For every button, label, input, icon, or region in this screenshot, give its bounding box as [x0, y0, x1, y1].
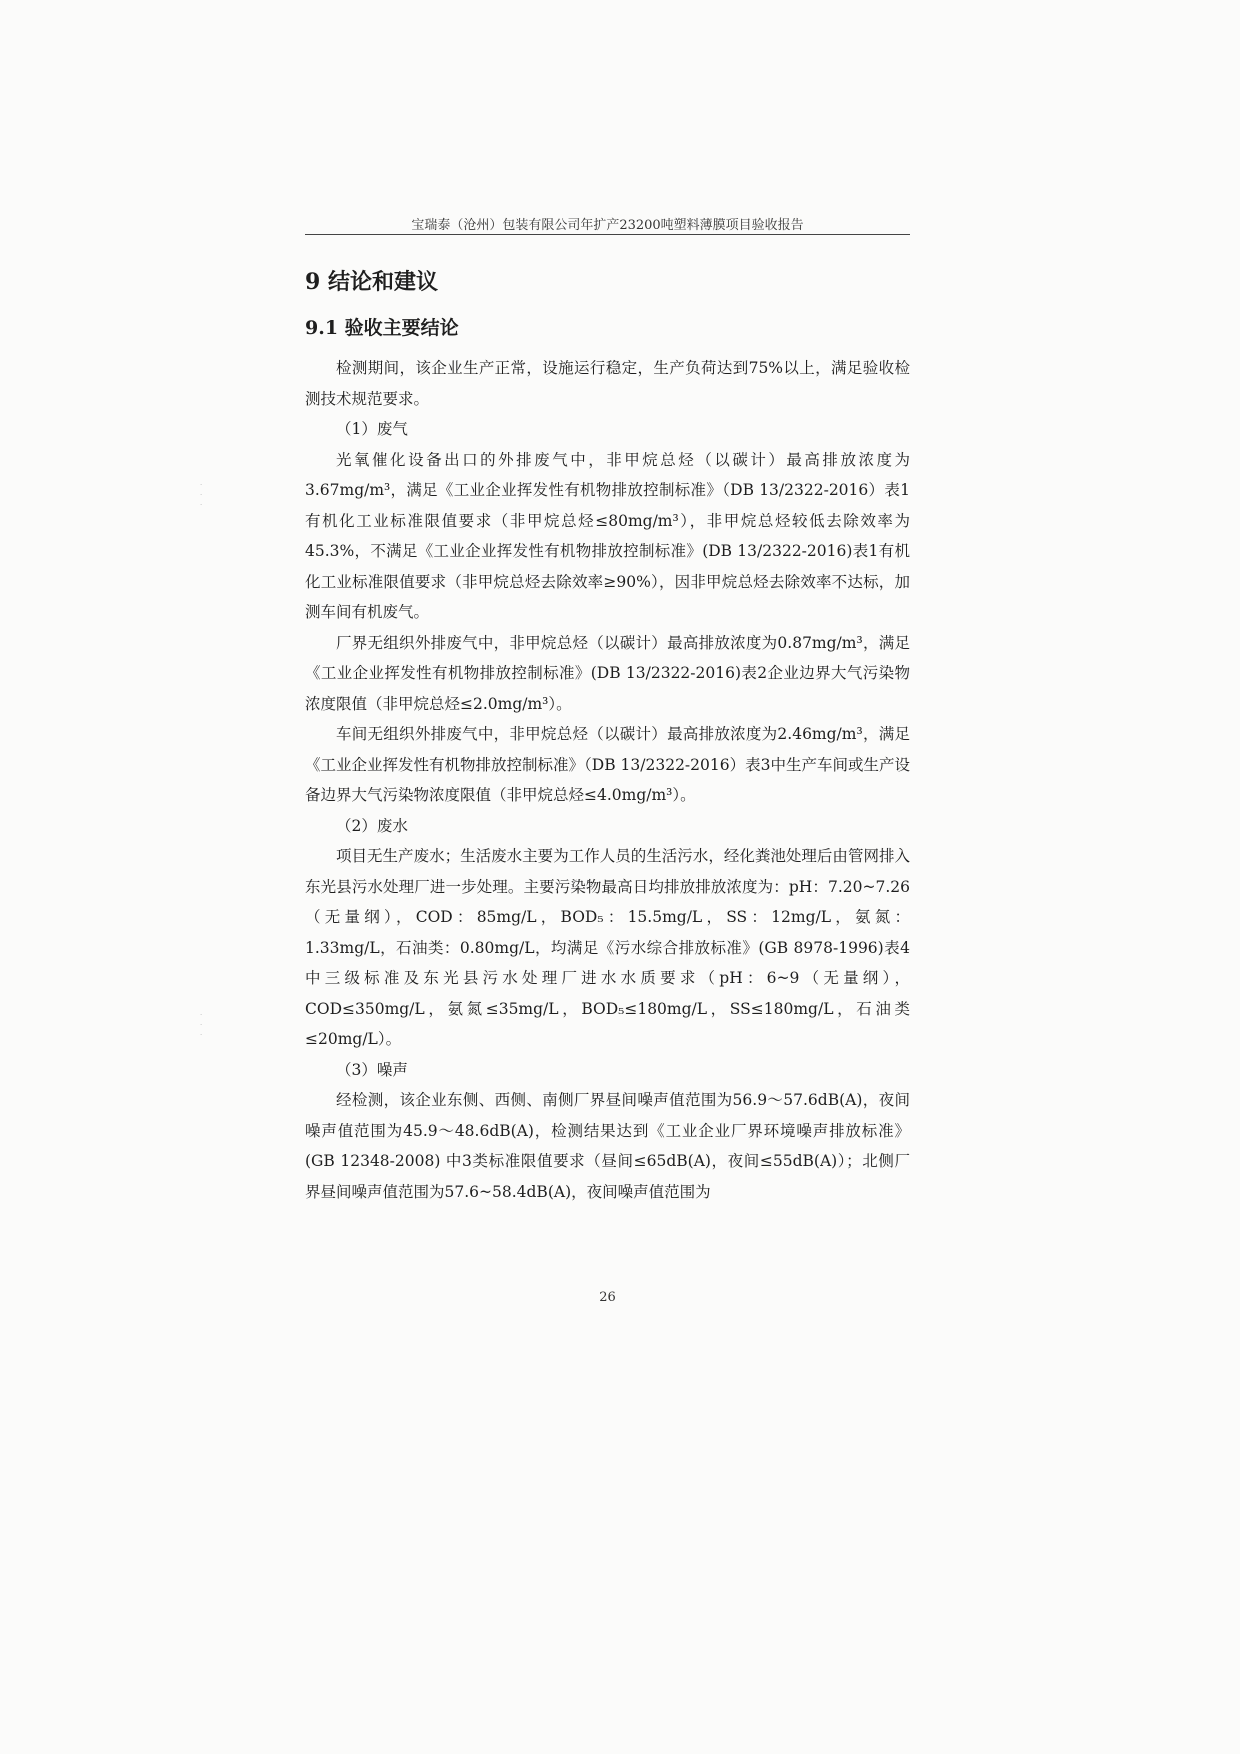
scan-mark: · · · [200, 481, 203, 509]
subheading-waste-gas: （1）废气 [336, 420, 408, 438]
subheading-noise: （3）噪声 [336, 1060, 408, 1079]
subsection-title: 9.1 验收主要结论 [305, 317, 459, 339]
paragraph-workshop-gas: 车间无组织外排废气中，非甲烷总烃（以碳计）最高排放浓度为2.46mg/m³，满足《工业企业挥发性有机物排放控制标准》（DB 13/2322-2016）表3中生产车间或生产设备边界大气污染物浓度限值（非甲烷总烃≤4.0mg/m³）。 [305, 725, 910, 804]
subheading-wastewater: （2）废水 [336, 816, 408, 835]
section-title: 9 结论和建议 [305, 269, 438, 295]
paragraph-noise: 经检测，该企业东侧、西侧、南侧厂界昼间噪声值范围为56.9～57.6dB(A)，夜间噪声值范围为45.9～48.6dB(A)，检测结果达到《工业企业厂界环境噪声排放标准》(GB 12348-2008) 中3类标准限值要求（昼间≤65dB(A)，夜间≤55dB(A)）；北侧厂界昼间噪声值范围为57.6~58.4dB(A)，夜间噪声值范围为 [305, 1091, 910, 1201]
paragraph-photo-oxidation: 光氧催化设备出口的外排废气中，非甲烷总烃（以碳计）最高排放浓度为3.67mg/m³，满足《工业企业挥发性有机物排放控制标准》（DB 13/2322-2016）表1有机化工业标准限值要求（非甲烷总烃≤80mg/m³），非甲烷总烃较低去除效率为45.3%，不满足《工业企业挥发性有机物排放控制标准》(DB 13/2322-2016)表1有机化工业标准限值要求（非甲烷总烃去除效率≥90%），因非甲烷总烃去除效率不达标，加测车间有机废气。 [305, 450, 910, 621]
header-rule [305, 234, 910, 235]
body-text [305, 353, 910, 1207]
paragraph-wastewater: 项目无生产废水；生活废水主要为工作人员的生活污水，经化粪池处理后由管网排入东光县污水处理厂进一步处理。主要污染物最高日均排放排放浓度为：pH：7.20~7.26（无量纲），COD：85mg/L，BOD₅：15.5mg/L，SS：12mg/L，氨氮：1.33mg/L，石油类：0.80mg/L，均满足《污水综合排放标准》(GB 8978-1996)表4中三级标准及东光县污水处理厂进水水质要求（pH：6~9（无量纲），COD≤350mg/L，氨氮≤35mg/L，BOD₅≤180mg/L，SS≤180mg/L，石油类≤20mg/L）。 [305, 847, 910, 1048]
page-number: 26 [599, 1290, 616, 1305]
running-header: 宝瑞泰（沧州）包装有限公司年扩产23200吨塑料薄膜项目验收报告 [411, 218, 804, 233]
paragraph-intro: 检测期间，该企业生产正常，设施运行稳定，生产负荷达到75%以上，满足验收检测技术规范要求。 [305, 359, 910, 408]
paragraph-boundary-gas: 厂界无组织外排废气中，非甲烷总烃（以碳计）最高排放浓度为0.87mg/m³，满足《工业企业挥发性有机物排放控制标准》(DB 13/2322-2016)表2企业边界大气污染物浓度限值（非甲烷总烃≤2.0mg/m³）。 [305, 633, 910, 713]
scan-mark: · · · [200, 1011, 203, 1039]
